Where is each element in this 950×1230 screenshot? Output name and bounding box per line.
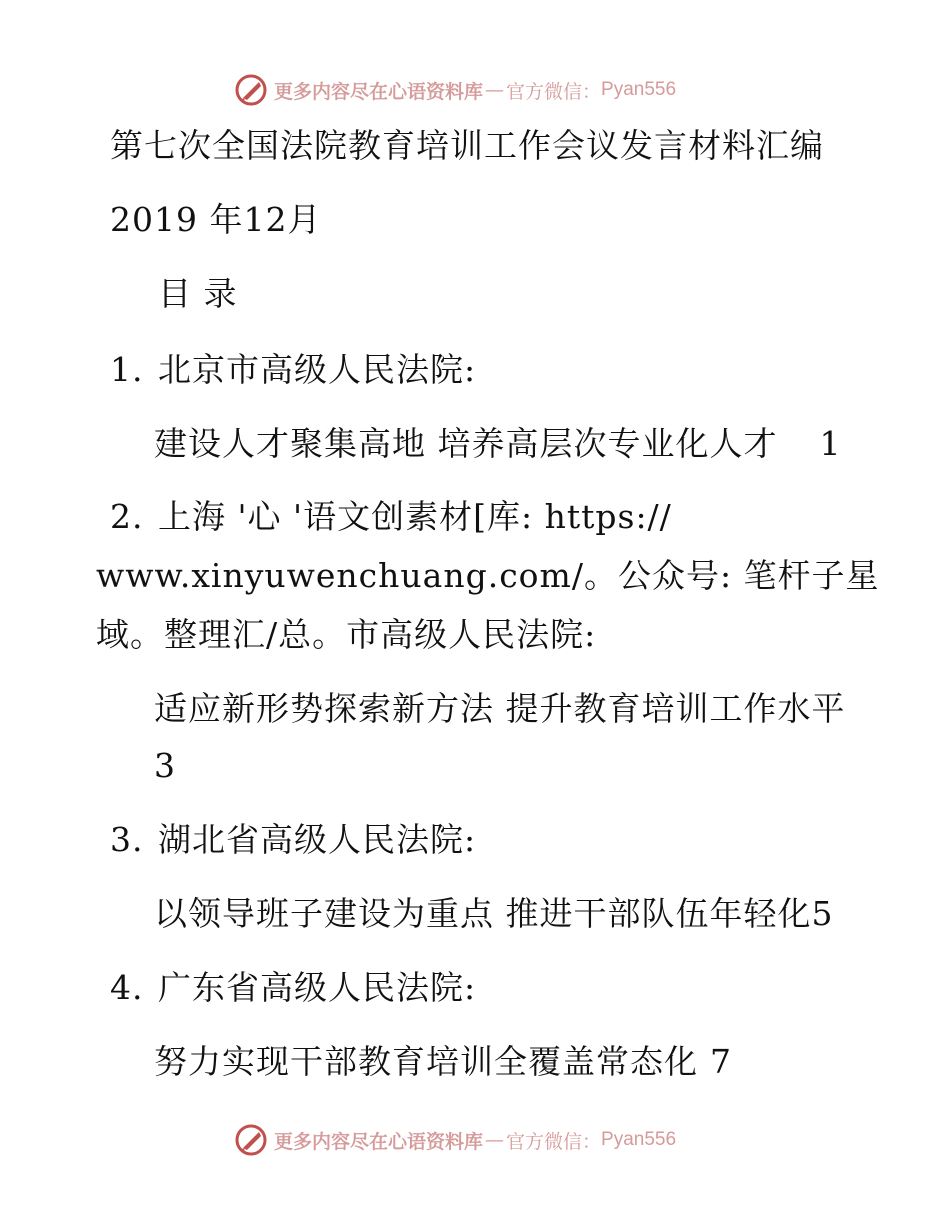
watermark-text: 更多内容尽在心语资料库 — [274, 1130, 484, 1153]
toc-entry-2-topic-line: 适应新形势探索新方法 提升教育培训工作水平 — [154, 689, 846, 728]
toc-entry-topic: 建设人才聚集高地 培养高层次专业化人才 — [154, 424, 778, 463]
toc-entry-1-court-line — [110, 350, 476, 390]
toc-entry-page: 3 — [154, 746, 176, 785]
watermark-dash: — — [485, 1129, 505, 1151]
toc-entry-3-topic-line — [154, 894, 834, 934]
watermark-label: 官方微信： — [506, 80, 602, 103]
toc-entry-2-court-line: www.xinyuwenchuang.com/。公众号: 笔杆子星 — [96, 556, 880, 595]
quill-pen-logo-icon — [234, 73, 268, 107]
watermark-wechat-id: Pyan556 — [601, 1129, 677, 1150]
toc-entry-topic: 以领导班子建设为重点 推进干部队伍年轻化 — [154, 894, 812, 933]
watermark-label: 官方微信： — [506, 1130, 602, 1153]
toc-entry-1-topic-line — [154, 424, 842, 464]
watermark-dash: — — [485, 79, 505, 101]
document-title: 第七次全国法院教育培训工作会议发言材料汇编 — [110, 126, 824, 165]
footer-watermark — [234, 1122, 714, 1158]
toc-entry-3-court-line — [110, 820, 476, 860]
toc-entry-court: 北京市高级人民法院: — [158, 350, 477, 389]
toc-entry-number: 4. — [110, 968, 144, 1007]
document-date: 2019 年12月 — [110, 200, 322, 239]
toc-entry-4-topic-line — [154, 1042, 732, 1082]
toc-entry-page: 5 — [811, 894, 834, 933]
toc-entry-number: 3. — [110, 820, 144, 859]
toc-entry-page: 1 — [819, 424, 842, 463]
quill-pen-logo-icon — [234, 1123, 268, 1157]
watermark-wechat-id: Pyan556 — [601, 79, 677, 100]
toc-entry-2-court-line: 域。整理汇/总。市高级人民法院: — [96, 615, 597, 654]
toc-entry-2-court-line — [110, 497, 672, 537]
toc-entry-court: 上海 '心 '语文创素材[库: https:// — [158, 497, 672, 536]
header-watermark — [234, 72, 714, 108]
toc-heading: 目 录 — [158, 274, 238, 313]
toc-entry-court: 广东省高级人民法院: — [158, 968, 477, 1007]
watermark-text: 更多内容尽在心语资料库 — [274, 80, 484, 103]
toc-entry-page: 7 — [710, 1042, 732, 1081]
toc-entry-topic: 努力实现干部教育培训全覆盖常态化 — [154, 1042, 698, 1081]
toc-entry-number: 1. — [110, 350, 144, 389]
toc-entry-court: 湖北省高级人民法院: — [158, 820, 477, 859]
toc-entry-number: 2. — [110, 497, 144, 536]
toc-entry-4-court-line — [110, 968, 476, 1008]
